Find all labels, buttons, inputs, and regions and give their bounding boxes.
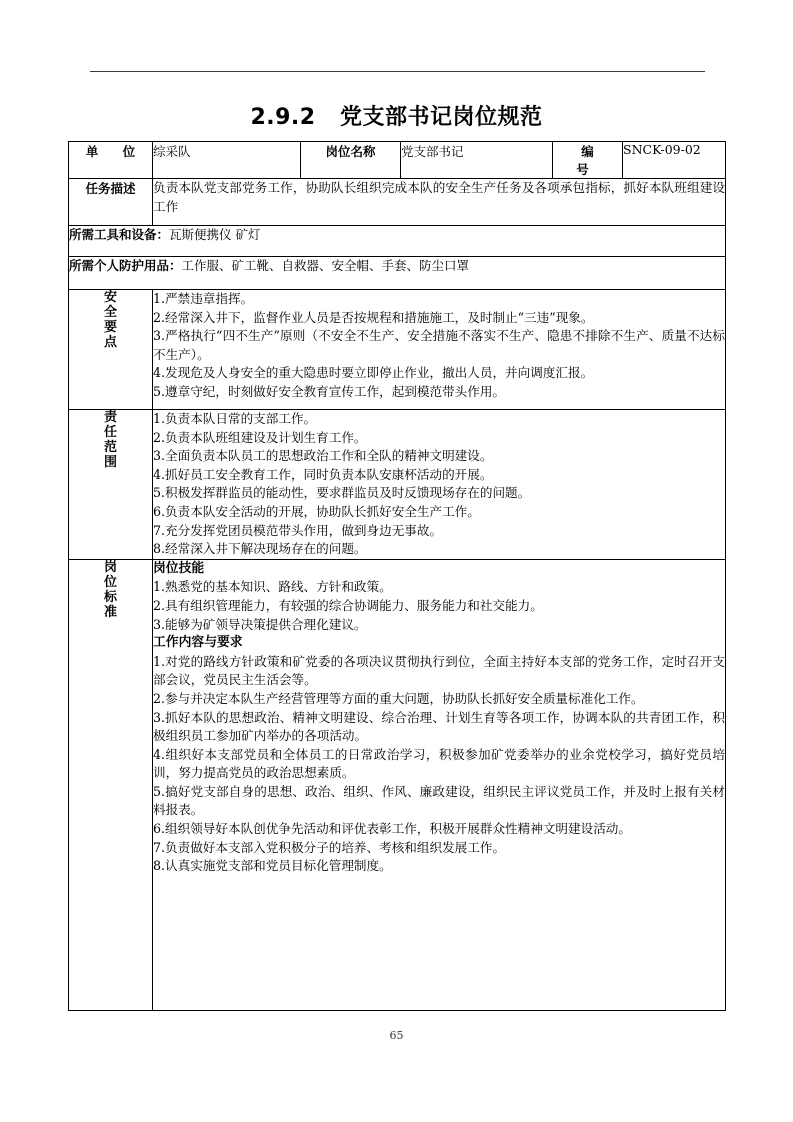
unit-label: 单 位 <box>69 142 153 179</box>
page-number: 65 <box>389 1029 404 1042</box>
list-item: 4.发现危及人身安全的重大隐患时要立即停止作业，撤出人员，并向调度汇报。 <box>153 365 594 381</box>
list-item: 4.组织好本支部党员和全体员工的日常政治学习，积极参加矿党委举办的业余党校学习，搞好党员培训，努力提高党员的政治思想素质。 <box>153 746 725 781</box>
table-row <box>69 226 726 257</box>
safety-points-content <box>153 290 726 410</box>
list-item: 3.全面负责本队员工的思想政治工作和全队的精神文明建设。 <box>153 448 493 464</box>
list-item: 6.负责本队安全活动的开展，协助队长抓好安全生产工作。 <box>153 503 480 519</box>
list-item: 1.对党的路线方针政策和矿党委的各项决议贯彻执行到位，全面主持好本支部的党务工作，定时召开支部会议，党员民主生活会等。 <box>153 653 725 688</box>
list-item: 8.经常深入井下解决现场存在的问题。 <box>153 541 367 557</box>
list-item: 7.充分发挥党团员模范带头作用，做到身边无事故。 <box>153 522 443 538</box>
code-label: 编 号 <box>553 142 623 179</box>
table-row <box>69 179 726 226</box>
tools-row <box>69 226 726 257</box>
ppe-label: 所需个人防护用品： <box>69 258 182 273</box>
list-item: 5.搞好党支部自身的思想、政治、组织、作风、廉政建设，组织民主评议党员工作，并及时上报有关材料报表。 <box>153 783 725 818</box>
header-rule <box>90 71 705 72</box>
table-row <box>69 257 726 290</box>
position-standards-content <box>153 559 726 1010</box>
table-row <box>69 142 726 179</box>
skills-heading: 岗位技能 <box>153 560 205 576</box>
task-description-value: 负责本队党支部党务工作，协助队长组织完成本队的安全生产任务及各项承包指标，抓好本队班组建设工作 <box>153 179 726 226</box>
safety-points-label: 安全要点 <box>103 290 117 350</box>
responsibility-scope-label: 责任范围 <box>103 410 117 470</box>
ppe-value: 工作服、矿工靴、自救器、安全帽、手套、防尘口罩 <box>181 258 470 273</box>
list-item: 1.严禁违章指挥。 <box>153 291 254 306</box>
tools-value: 瓦斯便携仪 矿灯 <box>169 227 261 242</box>
list-item: 3.抓好本队的思想政治、精神文明建设、综合治理、计划生育等各项工作，协调本队的共青团工作，积极组织员工参加矿内举办的各项活动。 <box>153 709 725 744</box>
table-row <box>69 410 726 560</box>
list-item: 5.积极发挥群监员的能动性，要求群监员及时反馈现场存在的问题。 <box>153 485 531 501</box>
list-item: 1.负责本队日常的支部工作。 <box>153 411 317 426</box>
position-standards-label-cell <box>69 559 153 1010</box>
list-item: 2.经常深入井下，监督作业人员是否按规程和措施施工，及时制止“三违”现象。 <box>153 309 594 325</box>
list-item: 2.具有组织管理能力，有较强的综合协调能力、服务能力和社交能力。 <box>153 597 543 613</box>
safety-points-label-cell <box>69 290 153 410</box>
page-title: 2.9.2 党支部书记岗位规范 <box>250 105 543 130</box>
table-row <box>69 290 726 410</box>
list-item: 5.遵章守纪，时刻做好安全教育宣传工作，起到模范带头作用。 <box>153 383 506 399</box>
position-name-label: 岗位名称 <box>301 142 401 179</box>
responsibility-scope-label-cell <box>69 410 153 560</box>
list-item: 7.负责做好本支部入党积极分子的培养、考核和组织发展工作。 <box>153 839 506 855</box>
list-item: 4.抓好员工安全教育工作，同时负责本队安康杯活动的开展。 <box>153 466 493 482</box>
position-name-value: 党支部书记 <box>401 142 553 179</box>
code-value: SNCK-09-02 <box>623 142 726 179</box>
responsibility-scope-content <box>153 410 726 560</box>
list-item: 8.认真实施党支部和党员目标化管理制度。 <box>153 858 392 874</box>
list-item: 3.能够为矿领导决策提供合理化建议。 <box>153 616 367 632</box>
position-standards-label: 岗位标准 <box>103 559 117 620</box>
duties-heading: 工作内容与要求 <box>153 635 243 651</box>
job-specification-table <box>68 141 726 1011</box>
tools-label: 所需工具和设备： <box>69 227 170 242</box>
list-item: 6.组织领导好本队创优争先活动和评优表彰工作，积极开展群众性精神文明建设活动。 <box>153 821 631 837</box>
unit-value: 综采队 <box>153 142 301 179</box>
ppe-row <box>69 257 726 290</box>
list-item: 2.参与并决定本队生产经营管理等方面的重大问题，协助队长抓好安全质量标准化工作。 <box>153 690 644 706</box>
task-description-label: 任务描述 <box>69 179 153 226</box>
list-item: 1.熟悉党的基本知识、路线、方针和政策。 <box>153 579 392 595</box>
list-item: 3.严格执行“四不生产”原则（不安全不生产、安全措施不落实不生产、隐患不排除不生产、质量不达标不生产）。 <box>153 328 725 362</box>
table-row <box>69 559 726 1010</box>
list-item: 2.负责本队班组建设及计划生育工作。 <box>153 429 367 445</box>
